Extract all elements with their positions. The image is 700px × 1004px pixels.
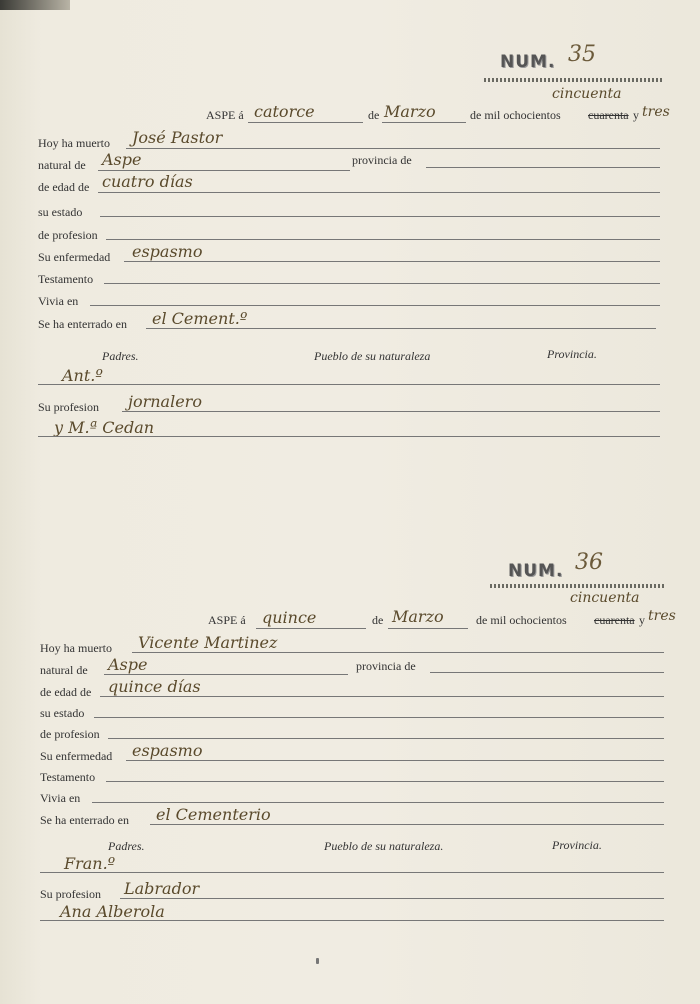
field-province-line <box>426 167 660 168</box>
place-label: ASPE á <box>208 613 246 627</box>
year-struck: cuarenta <box>588 108 629 122</box>
field-natural-line <box>104 674 348 675</box>
place-label: ASPE á <box>206 108 244 122</box>
field-buried-line <box>150 824 664 825</box>
day-value: catorce <box>254 102 315 121</box>
field-lived-line <box>92 802 664 803</box>
year-y: y <box>633 108 639 122</box>
de-label: de <box>372 613 384 627</box>
mother-line <box>40 920 664 921</box>
field-buried-value: el Cement.º <box>152 309 248 328</box>
death-record-35 <box>0 40 700 480</box>
header-parents: Padres. <box>102 349 139 363</box>
header-province: Provincia. <box>552 838 602 852</box>
header-town: Pueblo de su naturaleza. <box>324 839 444 853</box>
year-hand-2: tres <box>642 104 670 120</box>
num-label: NUM. <box>508 561 564 581</box>
field-prof-label: de profesion <box>38 228 98 242</box>
field-will-label: Testamento <box>40 770 96 784</box>
father-prof-value: jornalero <box>128 392 202 411</box>
father-prof-label: Su profesion <box>40 887 101 901</box>
field-dead-value: Vicente Martinez <box>138 633 278 652</box>
header-parents: Padres. <box>108 839 145 853</box>
field-age-value: quince días <box>108 677 201 696</box>
death-record-36 <box>0 550 700 990</box>
field-state-line <box>100 216 660 217</box>
father-prof-label: Su profesion <box>38 400 99 414</box>
month-value: Marzo <box>392 607 444 626</box>
day-line <box>256 628 366 629</box>
header-province: Provincia. <box>547 347 597 361</box>
mother-value: Ana Alberola <box>60 902 165 921</box>
year-y: y <box>639 613 645 627</box>
father-prof-line <box>122 411 660 412</box>
field-lived-line <box>90 305 660 306</box>
father-prof-value: Labrador <box>124 879 200 898</box>
field-state-label: su estado <box>40 706 85 720</box>
field-age-label: de edad de <box>38 180 90 194</box>
field-illness-value: espasmo <box>132 242 203 261</box>
year-prefix: de mil ochocientos <box>470 108 561 122</box>
field-will-label: Testamento <box>38 272 94 286</box>
father-value: Ant.º <box>62 366 103 385</box>
field-buried-line <box>146 328 656 329</box>
field-province-label: provincia de <box>356 659 416 673</box>
field-buried-value: el Cementerio <box>156 805 271 824</box>
field-buried-label: Se ha enterrado en <box>40 813 129 827</box>
field-dead-label: Hoy ha muerto <box>38 136 110 150</box>
field-state-line <box>94 717 664 718</box>
father-prof-line <box>120 898 664 899</box>
field-dead-line <box>126 148 660 149</box>
num-underline <box>490 584 666 588</box>
field-prof-line <box>106 239 660 240</box>
num-value: 35 <box>568 42 596 67</box>
field-dead-line <box>132 652 664 653</box>
father-value: Fran.º <box>64 854 116 873</box>
field-age-line <box>100 696 664 697</box>
mother-value: y M.ª Cedan <box>54 418 155 437</box>
field-lived-label: Vivia en <box>38 294 79 308</box>
year-hand-2: tres <box>648 608 676 624</box>
year-hand-1: cincuenta <box>570 590 640 606</box>
month-value: Marzo <box>384 102 436 121</box>
num-underline <box>484 78 662 82</box>
ink-mark <box>316 958 319 964</box>
year-struck: cuarenta <box>594 613 635 627</box>
field-prof-label: de profesion <box>40 727 100 741</box>
year-prefix: de mil ochocientos <box>476 613 567 627</box>
father-line <box>40 872 664 873</box>
mother-line <box>38 436 660 437</box>
field-prof-line <box>108 738 664 739</box>
field-age-value: cuatro días <box>102 172 193 191</box>
de-label: de <box>368 108 380 122</box>
field-illness-label: Su enfermedad <box>38 250 111 264</box>
field-natural-label: natural de <box>38 158 86 172</box>
field-buried-label: Se ha enterrado en <box>38 317 127 331</box>
num-value: 36 <box>575 550 603 575</box>
field-natural-value: Aspe <box>108 655 148 674</box>
header-town: Pueblo de su naturaleza <box>314 349 431 363</box>
field-illness-value: espasmo <box>132 741 203 760</box>
field-state-label: su estado <box>38 205 83 219</box>
field-illness-line <box>126 760 664 761</box>
field-illness-line <box>124 261 660 262</box>
field-dead-value: José Pastor <box>132 128 223 147</box>
field-province-label: provincia de <box>352 153 412 167</box>
field-dead-label: Hoy ha muerto <box>40 641 112 655</box>
field-will-line <box>106 781 664 782</box>
field-province-line <box>430 672 664 673</box>
year-hand-1: cincuenta <box>552 86 622 102</box>
field-natural-line <box>98 170 350 171</box>
month-line <box>382 122 466 123</box>
field-will-line <box>104 283 660 284</box>
field-illness-label: Su enfermedad <box>40 749 113 763</box>
field-age-line <box>98 192 660 193</box>
day-value: quince <box>262 608 317 627</box>
father-line <box>38 384 660 385</box>
field-natural-label: natural de <box>40 663 88 677</box>
month-line <box>388 628 468 629</box>
day-line <box>248 122 363 123</box>
num-label: NUM. <box>500 52 556 72</box>
field-natural-value: Aspe <box>102 150 142 169</box>
field-age-label: de edad de <box>40 685 92 699</box>
field-lived-label: Vivia en <box>40 791 81 805</box>
